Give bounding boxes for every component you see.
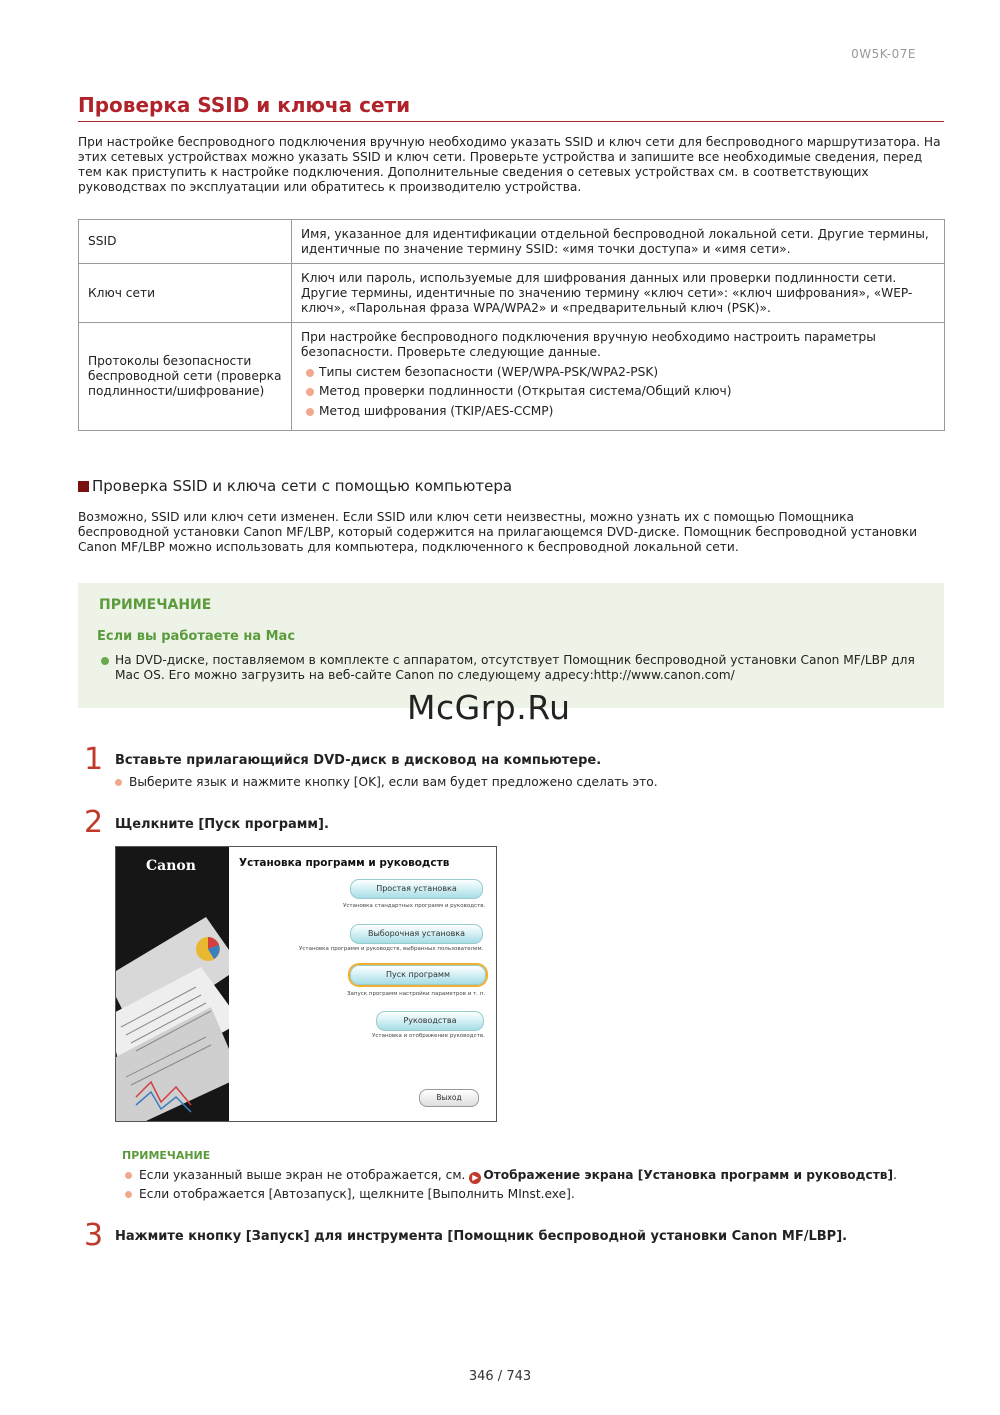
list-item bbox=[301, 382, 935, 402]
manuals-button[interactable]: Руководства bbox=[376, 1011, 484, 1031]
list-item-text: Метод шифрования (TKIP/AES-CCMP) bbox=[319, 403, 554, 418]
list-item-text: Метод проверки подлинности (Открытая система/Общий ключ) bbox=[319, 384, 732, 399]
custom-install-button[interactable]: Выборочная установка bbox=[350, 924, 483, 944]
step-text: Щелкните [Пуск программ]. bbox=[115, 817, 329, 832]
step-subitem bbox=[115, 774, 658, 790]
bullet-icon bbox=[101, 657, 109, 665]
step-text: Нажмите кнопку [Запуск] для инструмента [Помощник беспроводной установки Canon MF/LBP]. bbox=[115, 1229, 848, 1244]
button-description: Установка и отображение руководств. bbox=[372, 1033, 485, 1039]
section-heading bbox=[78, 476, 944, 496]
bullet-icon bbox=[115, 779, 122, 786]
bullet-icon bbox=[306, 369, 314, 377]
list-item-text: Типы систем безопасности (WEP/WPA-PSK/WPA2-PSK) bbox=[319, 364, 659, 379]
step-text: Вставьте прилагающийся DVD-диск в дисковод на компьютере. bbox=[115, 753, 602, 768]
note-item-text: На DVD-диске, поставляемом в комплекте с аппаратом, отсутствует Помощник беспроводной установки Canon MF/LBP для Mac OS. Его можно загрузить на веб-сайте Canon по следующему адресу:http://www.canon.com/ bbox=[115, 653, 915, 682]
exit-button[interactable]: Выход bbox=[419, 1089, 479, 1107]
table-row bbox=[79, 264, 945, 323]
step-subitem-text: Выберите язык и нажмите кнопку [OK], если вам будет предложено сделать это. bbox=[129, 775, 658, 789]
note-title: ПРИМЕЧАНИЕ bbox=[99, 597, 212, 613]
easy-install-button[interactable]: Простая установка bbox=[350, 879, 483, 899]
step-number: 2 bbox=[84, 805, 104, 840]
button-description: Установка программ и руководств, выбранных пользователем. bbox=[299, 946, 484, 952]
ssid-info-table bbox=[78, 219, 945, 431]
step-note-item bbox=[125, 1186, 575, 1202]
watermark: McGrp.Ru bbox=[407, 688, 571, 727]
installer-screenshot bbox=[115, 846, 497, 1122]
page-title: Проверка SSID и ключа сети bbox=[78, 92, 944, 122]
document-code: 0W5K-07E bbox=[851, 47, 916, 61]
table-description bbox=[292, 323, 945, 431]
list-item bbox=[301, 363, 935, 383]
button-description: Запуск программ настройки параметров и т. п. bbox=[347, 991, 486, 997]
note-subtitle: Если вы работаете на Mac bbox=[97, 629, 296, 644]
table-description: Ключ или пароль, используемые для шифрования данных или проверки подлинности сети. Другие термины, идентичные по значению термину «ключ сети»: «ключ шифрования», «WEP-ключ», «Парольная фраза WPA/WPA2» и «предварительный ключ (PSK)». bbox=[292, 264, 945, 323]
canon-logo: Canon bbox=[146, 858, 196, 874]
square-bullet-icon bbox=[78, 481, 89, 492]
note-text: . bbox=[893, 1168, 897, 1182]
step-note-item bbox=[125, 1167, 897, 1184]
section-title: Проверка SSID и ключа сети с помощью компьютера bbox=[92, 477, 513, 495]
bullet-icon bbox=[125, 1172, 132, 1179]
list-item bbox=[301, 402, 935, 422]
table-row bbox=[79, 220, 945, 264]
table-row bbox=[79, 323, 945, 431]
installer-sidebar bbox=[116, 847, 229, 1121]
bullet-icon bbox=[125, 1191, 132, 1198]
step-note-title: ПРИМЕЧАНИЕ bbox=[122, 1149, 211, 1162]
table-term: Ключ сети bbox=[79, 264, 292, 323]
documents-illustration bbox=[116, 847, 229, 1121]
table-term: Протоколы безопасности беспроводной сети (проверка подлинности/шифрование) bbox=[79, 323, 292, 431]
security-list bbox=[301, 363, 935, 422]
bullet-icon bbox=[306, 408, 314, 416]
bullet-icon bbox=[306, 388, 314, 396]
button-description: Установка стандартных программ и руководств. bbox=[343, 903, 486, 909]
step-number: 1 bbox=[84, 742, 104, 777]
installer-screen-link[interactable]: Отображение экрана [Установка программ и руководств] bbox=[483, 1168, 894, 1182]
note-text: Если указанный выше экран не отображается, см. bbox=[139, 1168, 466, 1182]
table-term: SSID bbox=[79, 220, 292, 264]
section-paragraph: Возможно, SSID или ключ сети изменен. Если SSID или ключ сети неизвестны, можно узнать их с помощью Помощника беспроводной установки Canon MF/LBP, который содержится на прилагающемся DVD-диске. Помощник беспроводной установки Canon MF/LBP можно использовать для компьютера, подключенного к беспроводной локальной сети. bbox=[78, 510, 918, 554]
intro-paragraph: При настройке беспроводного подключения вручную необходимо указать SSID и ключ сети для беспроводного маршрутизатора. На этих сетевых устройствах можно указать SSID и ключ сети. Проверьте устройства и запишите все необходимые сведения, перед тем как приступить к настройке подключения. Дополнительные сведения о сетевых устройствах см. в соответствующих руководствах по эксплуатации или обратитесь к производителю устройства. bbox=[78, 135, 941, 194]
step-number: 3 bbox=[84, 1218, 104, 1253]
table-description: Имя, указанное для идентификации отдельной беспроводной локальной сети. Другие термины, идентичные по значение термину SSID: «имя точки доступа» и «имя сети». bbox=[292, 220, 945, 264]
page-number: 346 / 743 bbox=[468, 1369, 532, 1384]
installer-title: Установка программ и руководств bbox=[239, 857, 450, 869]
note-item bbox=[99, 653, 935, 683]
arrow-link-icon: ▶ bbox=[469, 1172, 481, 1184]
installer-content bbox=[229, 847, 496, 1121]
note-text: Если отображается [Автозапуск], щелкните [Выполнить MInst.exe]. bbox=[139, 1187, 575, 1201]
start-programs-button[interactable]: Пуск программ bbox=[350, 965, 486, 985]
security-intro: При настройке беспроводного подключения вручную необходимо настроить параметры безопасности. Проверьте следующие данные. bbox=[301, 329, 876, 359]
